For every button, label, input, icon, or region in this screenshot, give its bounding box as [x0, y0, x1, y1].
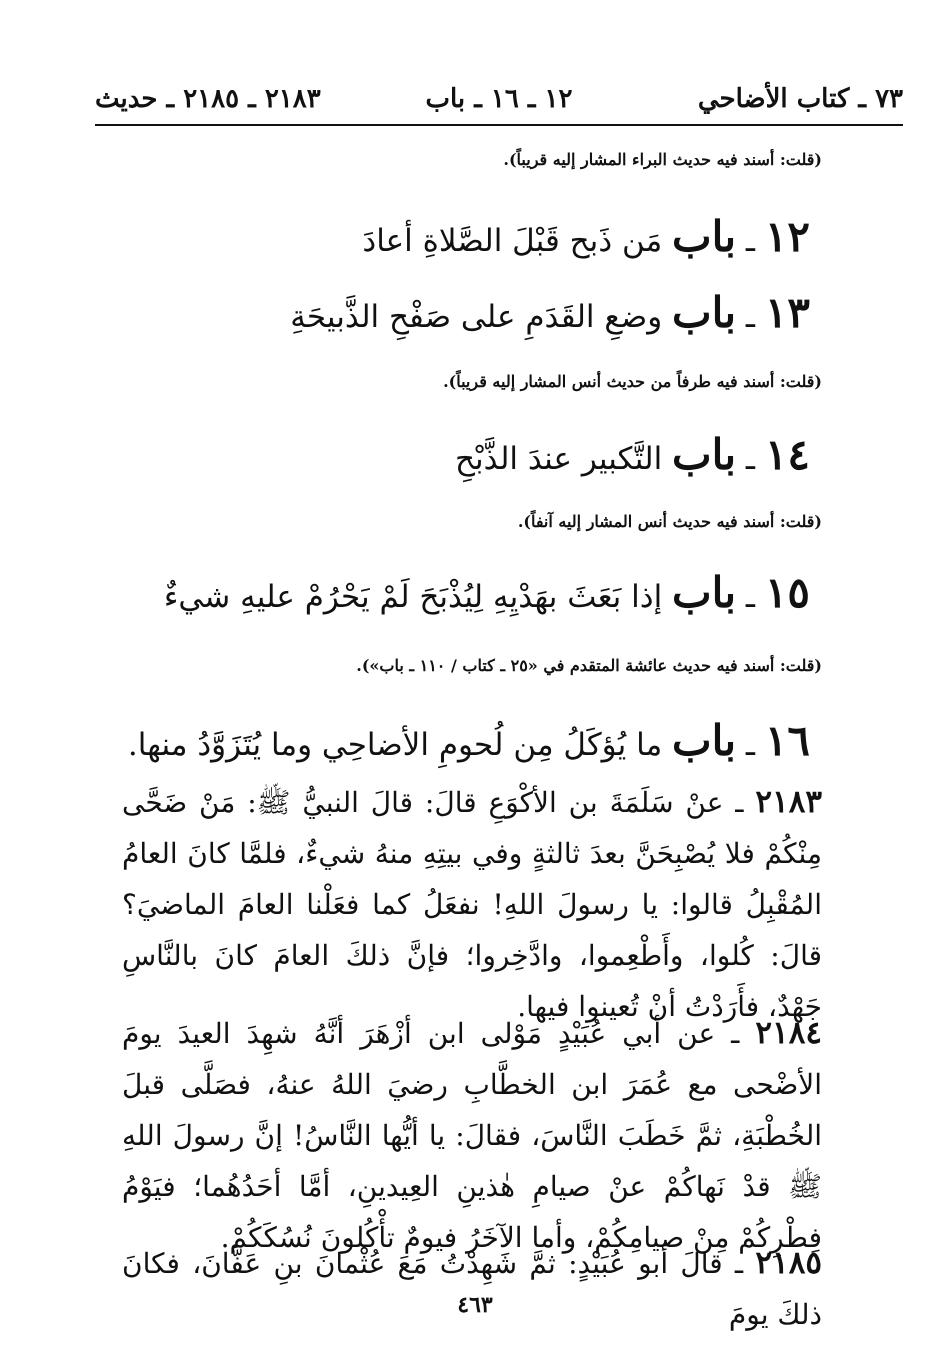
chapter-number: ١٦: [764, 716, 810, 765]
hadith-number: ٢١٨٥: [755, 1245, 822, 1281]
running-header: [95, 84, 903, 120]
header-rule: [95, 124, 903, 126]
chapter-heading-12: ١٢ ـ باب مَن ذَبح قَبْلَ الصَّلاةِ أعادَ: [362, 212, 810, 261]
hadith-2183: [122, 777, 822, 1032]
hadith-2184: [122, 1008, 822, 1263]
chapter-title: التَّكبير عندَ الذَّبْحِ: [455, 441, 663, 477]
note: (قلت: أسند فيه حديث أنس المشار إليه آنفاً).: [517, 512, 822, 531]
chapter-heading-14: ١٤ ـ باب التَّكبير عندَ الذَّبْحِ: [455, 430, 810, 479]
chapter-title: إذا بَعَثَ بهَدْيِهِ لِيُذْبَحَ لَمْ يَحْرُمْ عليهِ شيءٌ: [163, 579, 663, 615]
chapter-heading-15: ١٥ ـ باب إذا بَعَثَ بهَدْيِهِ لِيُذْبَحَ لَمْ يَحْرُمْ عليهِ شيءٌ: [163, 568, 810, 617]
header-chapter-range: ١٢ ـ ١٦ ـ باب: [425, 84, 573, 114]
chapter-number: ١٢: [764, 212, 810, 261]
chapter-title: ما يُؤكَلُ مِن لُحومِ الأضاحِي وما يُتَزَوَّدُ منها.: [127, 727, 663, 763]
hadith-text: ـ عنْ سَلَمَةَ بن الأكْوَعِ قالَ: قالَ النبيُّ ﷺ: مَنْ ضَحَّى مِنْكُمْ فلا يُصْبِحَنَّ بعدَ ثالثةٍ وفي بيتِهِ منهُ شيءٌ، فلمَّا كانَ العامُ المُقْبِلُ قالوا: يا رسولَ اللهِ! نفعَلُ كما فعَلْنا العامَ الماضيَ؟ قالَ: كُلوا، وأَطْعِموا، وادَّخِروا؛ فإنَّ ذلكَ العامَ كانَ بالنَّاسِ جَهْدٌ، فأَرَدْتُ أنْ تُعينوا فيها.: [122, 786, 822, 1023]
chapter-bab: باب: [672, 430, 737, 479]
chapter-bab: باب: [672, 212, 737, 261]
chapter-bab: باب: [672, 568, 737, 617]
chapter-bab: باب: [672, 716, 737, 765]
chapter-number: ١٤: [764, 430, 810, 479]
chapter-heading-13: ١٣ ـ باب وضعِ القَدَمِ على صَفْحِ الذَّبيحَةِ: [290, 288, 810, 337]
hadith-number: ٢١٨٤: [755, 1015, 822, 1051]
chapter-number: ١٥: [764, 568, 810, 617]
note: (قلت: أسند فيه طرفاً من حديث أنس المشار إليه قريباً).: [443, 372, 822, 391]
note: (قلت: أسند فيه حديث البراء المشار إليه قريباً).: [503, 150, 822, 169]
hadith-2185: [122, 1238, 822, 1340]
chapter-number: ١٣: [764, 288, 810, 337]
chapter-bab: باب: [672, 288, 737, 337]
chapter-heading-16: ١٦ ـ باب ما يُؤكَلُ مِن لُحومِ الأضاحِي وما يُتَزَوَّدُ منها.: [127, 716, 810, 765]
note: (قلت: أسند فيه حديث عائشة المتقدم في «٢٥ ـ كتاب / ١١٠ ـ باب»).: [356, 656, 822, 675]
header-book-title: ٧٣ ـ كتاب الأضاحي: [697, 84, 903, 114]
header-hadith-range: ٢١٨٣ ـ ٢١٨٥ ـ حديث: [95, 84, 321, 114]
hadith-number: ٢١٨٣: [755, 784, 822, 820]
hadith-text: ـ عن أبي عُبَيْدٍ مَوْلى ابن أزْهَرَ أنَّهُ شهِدَ العيدَ يومَ الأضْحى مع عُمَرَ ابن الخطَّابِ رضيَ اللهُ عنهُ، فصَلَّى قبلَ الخُطْبَةِ، ثمَّ خَطَبَ النَّاسَ، فقالَ: يا أيُّها النَّاسُ! إنَّ رسولَ اللهِ ﷺ قدْ نَهاكُمْ عنْ صيامِ هٰذينِ العِيدينِ، أمَّا أحَدُهُما؛ فيَوْمُ فِطْرِكُمْ مِنْ صيامِكُمْ، وأما الآخَرُ فيومٌ تأْكُلونَ نُسُكَكُمْ.: [122, 1017, 822, 1254]
chapter-title: وضعِ القَدَمِ على صَفْحِ الذَّبيحَةِ: [290, 299, 663, 335]
chapter-title: مَن ذَبح قَبْلَ الصَّلاةِ أعادَ: [362, 223, 663, 259]
hadith-text: ـ قالَ أبو عُبَيْدٍ: ثمَّ شَهِدْتُ مَعَ عُثْمانَ بنِ عَفَّانَ، فكانَ ذلكَ يومَ: [122, 1247, 822, 1331]
page-number: ٤٦٣: [457, 1292, 493, 1318]
